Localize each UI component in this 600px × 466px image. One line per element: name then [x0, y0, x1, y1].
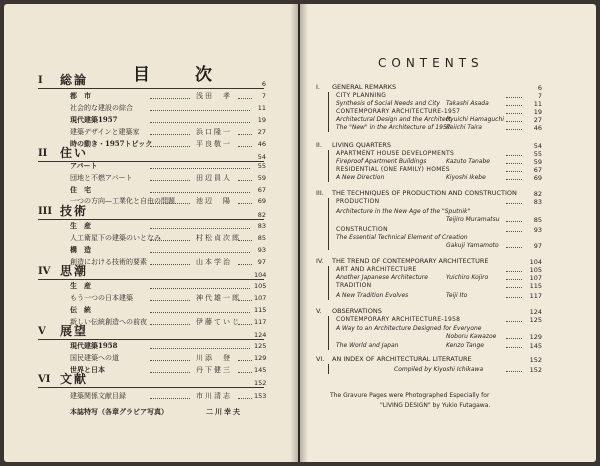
section-rule — [38, 88, 264, 89]
leader-dots — [150, 300, 190, 301]
leader-dots — [506, 297, 522, 298]
toc-entry-author: 村松貞次郎 — [196, 234, 241, 242]
toc-entry-author: 浜口隆一 — [196, 128, 232, 136]
page-number: 85 — [533, 216, 542, 224]
section-number: II — [38, 148, 48, 159]
toc-entry-author: Kiyoshi Ikebe — [446, 174, 486, 181]
toc-entry-title: Fireproof Apartment Buildings — [336, 158, 427, 165]
page-number: 115 — [529, 282, 542, 290]
page-number: 82 — [533, 190, 542, 198]
section-title: THE TREND OF CONTEMPORARY ARCHITECTURE — [332, 257, 489, 265]
leader-dots — [150, 98, 190, 99]
page-number: 27 — [257, 128, 266, 136]
toc-entry-title: 構 造 — [70, 245, 91, 254]
section-bar — [328, 364, 329, 374]
toc-entry-author: 浅田 孝 — [196, 92, 232, 100]
toc-entry-title: CONTEMPORARY ARCHITECTURE-1958 — [336, 316, 461, 323]
toc-entry-title: The "New" in the Architecture of 1957 — [336, 124, 451, 131]
toc-entry-title: PRODUCTION — [336, 198, 380, 205]
toc-entry-title: もう一つの日本建築 — [70, 294, 133, 302]
leader-dots — [150, 348, 250, 349]
toc-entry-title: Another Japanese Architecture — [336, 274, 428, 281]
section-number: V. — [316, 307, 322, 315]
section-number: V — [38, 326, 46, 337]
toc-entry-author: Kazuto Tanabe — [446, 158, 490, 165]
toc-entry-title: 新しい伝統創造への前夜 — [70, 318, 147, 326]
page-number: 129 — [254, 354, 267, 362]
page-number: 145 — [254, 366, 267, 374]
toc-entry-author: 伊藤ていじ — [196, 318, 241, 326]
toc-entry-title: The Essential Technical Element of Creation — [336, 234, 468, 241]
toc-entry-author: Keiichi Taira — [446, 124, 482, 131]
leader-dots — [506, 171, 522, 172]
section-title: 思潮 — [60, 264, 89, 278]
toc-entry-title: 伝 統 — [70, 305, 91, 314]
leader-dots — [238, 264, 252, 265]
toc-entry-title: 時の動き・1957トピック — [70, 139, 153, 148]
toc-entry-title: 現代建築1957 — [70, 115, 118, 124]
page-number: 104 — [254, 271, 267, 279]
page-number: 27 — [533, 116, 542, 124]
leader-dots — [506, 129, 522, 130]
section-rule — [38, 339, 264, 340]
page-number: 107 — [529, 274, 542, 282]
page-number: 59 — [533, 158, 542, 166]
page-number: 145 — [529, 342, 542, 350]
toc-entry-author: 川添 登 — [196, 354, 232, 362]
page-number: 69 — [533, 174, 542, 182]
leader-dots — [506, 179, 522, 180]
page-number: 153 — [254, 392, 267, 400]
section-bar — [328, 316, 329, 350]
leader-dots — [150, 134, 190, 135]
page-number: 55 — [257, 162, 266, 170]
toc-entry-title: A Way to an Architecture Designed for Everyone — [336, 325, 482, 332]
section-bar — [328, 92, 329, 132]
leader-dots — [238, 300, 252, 301]
leader-dots — [238, 203, 252, 204]
leader-dots — [238, 324, 252, 325]
page-number: 107 — [254, 294, 267, 302]
page-number: 117 — [529, 292, 542, 300]
toc-entry-author: 丹下健三 — [196, 366, 232, 374]
section-title: 総論 — [60, 73, 89, 87]
toc-entry-title: 建築デザインと建築家 — [70, 128, 140, 136]
section-title: 文献 — [60, 372, 89, 386]
leader-dots — [150, 264, 190, 265]
toc-entry-title: 一つの方向—工業化と自由の問題 — [70, 197, 175, 205]
toc-entry-title: Synthesis of Social Needs and City — [336, 100, 440, 107]
leader-dots — [150, 252, 250, 253]
page-number: 117 — [254, 318, 267, 326]
page-number: 67 — [257, 186, 266, 194]
leader-dots — [150, 203, 190, 204]
section-title: 展望 — [60, 324, 89, 338]
page-number: 97 — [257, 258, 266, 266]
page-number: 67 — [533, 166, 542, 174]
leader-dots — [238, 398, 252, 399]
toc-entry-title: アパート — [70, 161, 98, 170]
page-number: 83 — [257, 222, 266, 230]
leader-dots — [506, 347, 522, 348]
section-bar — [328, 198, 329, 250]
toc-entry-title: RESIDENTIAL (ONE FAMILY) HOMES — [336, 166, 450, 173]
page-number: 55 — [533, 150, 542, 158]
section-number: III. — [316, 189, 324, 197]
page-number: 59 — [257, 174, 266, 182]
leader-dots — [150, 192, 250, 193]
leader-dots — [150, 146, 190, 147]
page-number: 46 — [257, 140, 266, 148]
leader-dots — [238, 360, 252, 361]
page-number: 124 — [529, 308, 542, 316]
leader-dots — [506, 203, 522, 204]
toc-entry-title: 世界と日本 — [70, 365, 105, 374]
section-rule — [38, 387, 264, 388]
leader-dots — [238, 98, 252, 99]
toc-entry-author: Gakuji Yamamoto — [446, 242, 499, 249]
section-bar — [328, 266, 329, 300]
toc-entry-title: 現代建築1958 — [70, 341, 118, 350]
toc-entry-author: Teiji Ito — [446, 292, 468, 299]
section-number: VI. — [316, 355, 325, 363]
toc-entry-title: A New Direction — [336, 174, 385, 181]
leader-dots — [506, 155, 522, 156]
leader-dots — [150, 398, 190, 399]
page-number: 125 — [254, 342, 267, 350]
left-footer-label: 本誌特写（各章グラビア写真） — [70, 407, 168, 416]
toc-entry-author: 市川清志 — [196, 392, 232, 400]
leader-dots — [150, 168, 250, 169]
section-rule — [38, 219, 264, 220]
toc-entry-title: 生 産 — [70, 221, 91, 230]
leader-dots — [238, 180, 252, 181]
book-gutter — [290, 4, 308, 462]
leader-dots — [506, 113, 522, 114]
toc-entry-author: 山本学治 — [196, 258, 232, 266]
section-number: I. — [316, 83, 320, 91]
leader-dots — [150, 312, 250, 313]
page-number: 152 — [254, 379, 267, 387]
leader-dots — [150, 372, 190, 373]
toc-entry-author: 平良敬一 — [196, 140, 232, 148]
toc-entry-title: APARTMENT HOUSE DEVELOPMENTS — [336, 150, 455, 157]
section-title: GENERAL REMARKS — [332, 83, 397, 91]
leader-dots — [506, 287, 522, 288]
section-number: VI — [38, 374, 51, 385]
section-bar — [328, 150, 329, 182]
leader-dots — [238, 372, 252, 373]
toc-entry-title: 都 市 — [70, 91, 91, 100]
page-number: 69 — [257, 197, 266, 205]
page-number: 104 — [529, 258, 542, 266]
toc-entry-title: 住 宅 — [70, 185, 91, 194]
toc-entry-title: ART AND ARCHITECTURE — [336, 266, 417, 273]
toc-entry-title: Architecture in the New Age of the "Sputnik" — [336, 208, 471, 215]
toc-entry-title: CONTEMPORARY ARCHITECTURE-1957 — [336, 108, 461, 115]
leader-dots — [150, 228, 250, 229]
section-number: I — [38, 75, 43, 86]
page-number: 6 — [537, 84, 542, 92]
section-title: 技術 — [60, 204, 89, 218]
toc-entry-title: Compiled by Kiyoshi Ichikawa — [394, 366, 484, 373]
toc-entry-title: A New Tradition Evolves — [336, 292, 409, 299]
left-footer-author: 二川幸夫 — [206, 407, 242, 416]
page-number: 152 — [529, 366, 542, 374]
section-title: LIVING QUARTERS — [332, 141, 391, 149]
leader-dots — [506, 163, 522, 164]
toc-entry-author: Noboru Kawazoe — [446, 333, 497, 340]
toc-entry-title: The World and Japan — [336, 342, 399, 349]
toc-entry-title: 国民建築への道 — [70, 354, 119, 362]
leader-dots — [506, 271, 522, 272]
leader-dots — [150, 360, 190, 361]
section-title: OBSERVATIONS — [332, 307, 382, 315]
photo-note-line-1: The Gravure Pages were Photographed Especially for — [330, 392, 490, 399]
page-number: 152 — [529, 356, 542, 364]
page-number: 54 — [533, 142, 542, 150]
leader-dots — [238, 146, 252, 147]
toc-entry-author: Takashi Asada — [446, 100, 489, 107]
leader-dots — [506, 371, 522, 372]
toc-entry-title: 人工衛星下の建築のいとなみ — [70, 234, 161, 242]
toc-entry-title: CITY PLANNING — [336, 92, 387, 99]
leader-dots — [506, 247, 522, 248]
section-rule — [38, 279, 264, 280]
page-number: 105 — [529, 266, 542, 274]
english-toc-title: CONTENTS — [378, 56, 484, 70]
section-title: THE TECHNIQUES OF PRODUCTION AND CONSTRUCTION — [332, 189, 517, 197]
toc-entry-author: 池辺 陽 — [196, 197, 232, 205]
section-number: III — [38, 206, 53, 217]
japanese-toc-title: 目 次 — [133, 65, 226, 85]
toc-entry-title: 社会的な建設の綜合 — [70, 104, 133, 112]
page-number: 85 — [257, 234, 266, 242]
toc-entry-title: 建築関係文献目録 — [70, 392, 126, 400]
page-number: 82 — [257, 211, 266, 219]
leader-dots — [150, 122, 250, 123]
toc-entry-title: 創造における技術的要素 — [70, 258, 147, 266]
leader-dots — [506, 97, 522, 98]
leader-dots — [506, 338, 522, 339]
toc-entry-title: 団地と不燃アパート — [70, 174, 133, 182]
leader-dots — [506, 231, 522, 232]
page-number: 124 — [254, 331, 267, 339]
leader-dots — [506, 221, 522, 222]
page-number: 7 — [537, 92, 542, 100]
page-number: 19 — [533, 108, 542, 116]
section-title: AN INDEX OF ARCHITECTURAL LITERATURE — [332, 355, 472, 363]
toc-entry-title: TRADITION — [336, 282, 372, 289]
leader-dots — [150, 324, 190, 325]
toc-entry-author: 神代雄一郎 — [196, 294, 241, 302]
toc-entry-author: Teijiro Muramatsu — [446, 216, 500, 223]
page-number: 11 — [257, 104, 266, 112]
leader-dots — [150, 180, 190, 181]
page-number: 6 — [261, 80, 266, 88]
page-number: 54 — [257, 153, 266, 161]
leader-dots — [150, 240, 190, 241]
leader-dots — [506, 279, 522, 280]
leader-dots — [506, 105, 522, 106]
page-number: 97 — [533, 242, 542, 250]
toc-entry-title: Architectural Design and the Architect — [336, 116, 452, 123]
page-number: 11 — [533, 100, 542, 108]
section-title: 住い — [60, 146, 89, 160]
page-number: 105 — [254, 282, 267, 290]
page-number: 83 — [533, 198, 542, 206]
page-number: 115 — [254, 306, 267, 314]
section-number: IV. — [316, 257, 324, 265]
toc-entry-title: 生 産 — [70, 281, 91, 290]
section-number: IV — [38, 266, 51, 277]
leader-dots — [238, 240, 252, 241]
toc-entry-author: Yuichiro Kojiro — [446, 274, 489, 281]
photo-note-line-2: "LIVING DESIGN" by Yukio Futagawa. — [380, 402, 491, 409]
leader-dots — [506, 121, 522, 122]
page-number: 93 — [533, 226, 542, 234]
leader-dots — [150, 288, 250, 289]
leader-dots — [506, 321, 522, 322]
page-number: 93 — [257, 246, 266, 254]
page-number: 125 — [529, 316, 542, 324]
page-number: 19 — [257, 116, 266, 124]
page-number: 7 — [261, 92, 266, 100]
section-number: II. — [316, 141, 322, 149]
toc-entry-author: Ryuichi Hamaguchi — [446, 116, 504, 123]
toc-entry-title: CONSTRUCTION — [336, 226, 388, 233]
toc-entry-author: Kenzo Tange — [446, 342, 484, 349]
leader-dots — [238, 134, 252, 135]
page-number: 129 — [529, 333, 542, 341]
leader-dots — [150, 110, 250, 111]
toc-entry-author: 田辺員人 — [196, 174, 232, 182]
page-number: 46 — [533, 124, 542, 132]
